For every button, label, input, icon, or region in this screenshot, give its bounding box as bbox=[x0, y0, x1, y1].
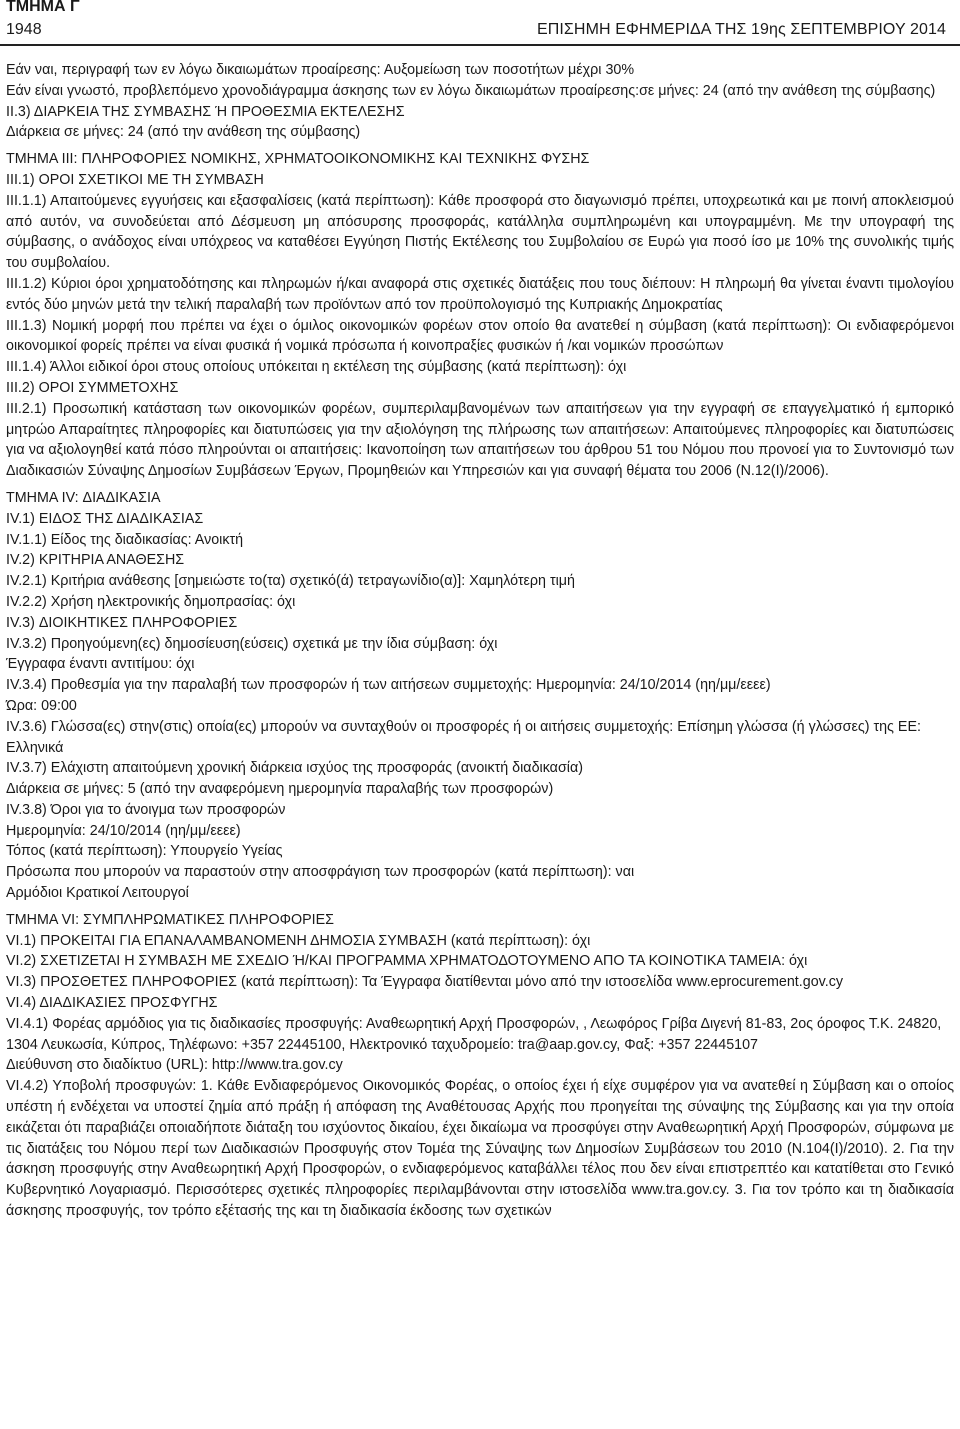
paragraph: ΙV.3.2) Προηγούμενη(ες) δημοσίευση(εύσεις) σχετικά με την ίδια σύμβαση: όχι bbox=[6, 635, 498, 652]
paragraph: Διεύθυνση στο διαδίκτυο (URL): http://www.tra.gov.cy bbox=[6, 1057, 343, 1074]
paragraph: ΙV.1) ΕΙΔΟΣ ΤΗΣ ΔΙΑΔΙΚΑΣΙΑΣ bbox=[6, 510, 204, 527]
paragraph: VΙ.3) ΠΡΟΣΘΕΤΕΣ ΠΛΗΡΟΦΟΡΙΕΣ (κατά περίπτωση): Τα Έγγραφα διατίθενται μόνο από την ιστοσελίδα www.eprocurement.gov.cy bbox=[6, 974, 843, 991]
paragraph: ΙV.3.8) Όροι για το άνοιγμα των προσφορών bbox=[6, 801, 286, 818]
paragraph: ΙV.2.2) Χρήση ηλεκτρονικής δημοπρασίας: όχι bbox=[6, 593, 296, 610]
paragraph: VΙ.2) ΣΧΕΤΙΖΕΤΑΙ Η ΣΥΜΒΑΣΗ ΜΕ ΣΧΕΔΙΟ Ή/ΚΑΙ ΠΡΟΓΡΑΜΜΑ ΧΡΗΜΑΤΟΔΟΤΟΥΜΕΝΟ ΑΠΟ ΤΑ ΚΟΙΝΟΤΙΚΑ ΤΑΜΕΙΑ: όχι bbox=[6, 953, 808, 970]
paragraph: VΙ.4) ΔΙΑΔΙΚΑΣΙΕΣ ΠΡΟΣΦΥΓΗΣ bbox=[6, 995, 218, 1012]
paragraph: ΙΙΙ.1.4) Άλλοι ειδικοί όροι στους οποίους υπόκειται η εκτέλεση της σύμβασης (κατά περίπτωση): όχι bbox=[6, 359, 627, 376]
paragraph: ΙV.2) ΚΡΙΤΗΡΙΑ ΑΝΑΘΕΣΗΣ bbox=[6, 552, 185, 569]
paragraph: VΙ.4.2) Υποβολή προσφυγών: 1. Κάθε Ενδιαφερόμενος Οικονομικός Φορέας, ο οποίος έχει ή είχε συμφέρον για να ανατεθεί η Σύμβαση και ο οποίος υπέστη ή ενδέχεται να υποστεί ζημία από πράξη ή απόφαση της Αναθέτουσας Αρχής που προηγείται της σύναψης της Σύμβασης και για την οποία εικάζεται ότι παραβιάζει οποιαδήποτε διάταξη του ισχύοντος δικαίου, έχει δικαίωμα να προσφύγει στην Αναθεωρητική Αρχή Προσφορών, σύμφωνα με τις διατάξεις του Νόμου περί των Διαδικασιών Προσφυγής στον Τομέα της Σύναψης των Δημοσίων Συμβάσεων του 2010 (Ν.104(Ι)/2010). 2. Για την άσκηση προσφυγής στην Αναθεωρητική Αρχή Προσφορών, ο ενδιαφερόμενος καταβάλλει τέλος που δεν είναι επιστρεπτέο και κατατίθεται στο Γενικό Κυβερνητικό Λογαριασμό. Περισσότερες σχετικές πληροφορίες περιλαμβάνονται στην ιστοσελίδα www.tra.gov.cy. 3. Για τον τρόπο και τη διαδικασία άσκησης προσφυγής, τον τρόπο εξέτασής της και τη διαδικασία έκδοσης των σχετικών bbox=[6, 1078, 954, 1220]
paragraph: ΙΙΙ.1) ΟΡΟΙ ΣΧΕΤΙΚΟΙ ΜΕ ΤΗ ΣΥΜΒΑΣΗ bbox=[6, 171, 264, 188]
paragraph: ΙΙΙ.1.2) Κύριοι όροι χρηματοδότησης και πληρωμών ή/και αναφορά στις σχετικές διατάξεις που τους διέπουν: Η πληρωμή θα γίνεται έναντι τιμολογίου εντός δύο μηνών μετά την τελική παραλαβή των προϊόντων από τον προϋπολογισμό της Κυπριακής Δημοκρατίας bbox=[6, 275, 954, 313]
paragraph: ΤΜΗΜΑ III: ΠΛΗΡΟΦΟΡΙΕΣ ΝΟΜΙΚΗΣ, ΧΡΗΜΑΤΟΟΙΚΟΝΟΜΙΚΗΣ ΚΑΙ ΤΕΧΝΙΚΗΣ ΦΥΣΗΣ bbox=[6, 151, 590, 168]
paragraph: Εάν ναι, περιγραφή των εν λόγω δικαιωμάτων προαίρεσης: Αυξομείωση των ποσοτήτων μέχρι 30% bbox=[6, 62, 635, 78]
paragraph: Διάρκεια σε μήνες: 24 (από την ανάθεση της σύμβασης) bbox=[6, 124, 361, 141]
paragraph: ΙΙΙ.1.1) Απαιτούμενες εγγυήσεις και εξασφαλίσεις (κατά περίπτωση): Κάθε προσφορά στο διαγωνισμό πρέπει, υποχρεωτικά και με ποινή αποκλεισμού από αυτόν, να συνοδεύεται από Δέσμευση μη απόσυρσης προσφοράς, κατάλληλα συμπληρωμένη και υπογραμμένη. Με την υπογραφή της σύμβασης, ο ανάδοχος είναι υπόχρεος να καταθέσει Εγγύηση Πιστής Εκτέλεσης του Συμβολαίου σε Ευρώ για ποσό ίσο με 10% της συνολικής τιμής του συμβολαίου. bbox=[6, 192, 954, 272]
paragraph: VΙ.1) ΠΡΟΚΕΙΤΑΙ ΓΙΑ ΕΠΑΝΑΛΑΜΒΑΝΟΜΕΝΗ ΔΗΜΟΣΙΑ ΣΥΜΒΑΣΗ (κατά περίπτωση): όχι bbox=[6, 932, 591, 949]
paragraph: ΙV.3.6) Γλώσσα(ες) στην(στις) οποία(ες) μπορούν να συνταχθούν οι προσφορές ή οι αιτήσεις συμμετοχής: Επίσημη γλώσσα (ή γλώσσες) της ΕΕ: bbox=[6, 718, 921, 735]
paragraph: Ώρα: 09:00 bbox=[6, 697, 77, 714]
document-body bbox=[6, 60, 954, 1222]
gazette-title: ΕΠΙΣΗΜΗ ΕΦΗΜΕΡΙΔΑ ΤΗΣ 19ης ΣΕΠΤΕΜΒΡΙΟΥ 2014 bbox=[536, 21, 946, 38]
paragraph: ΙV.3) ΔΙΟΙΚΗΤΙΚΕΣ ΠΛΗΡΟΦΟΡΙΕΣ bbox=[6, 614, 238, 631]
page-number: 1948 bbox=[6, 21, 42, 38]
paragraph: ΙV.2.1) Κριτήρια ανάθεσης [σημειώστε το(τα) σχετικό(ά) τετραγωνίδιο(α)]: Χαμηλότερη τιμή bbox=[6, 573, 575, 590]
section-label: ΤΜΗΜΑ Γ bbox=[6, 0, 80, 15]
paragraph: Ελληνικά bbox=[6, 739, 64, 756]
paragraph: ΙV.3.4) Προθεσμία για την παραλαβή των προσφορών ή των αιτήσεων συμμετοχής: Ημερομηνία: 24/10/2014 (ηη/μμ/εεεε) bbox=[6, 677, 771, 694]
paragraph: ΙΙΙ.1.3) Νομική μορφή που πρέπει να έχει ο όμιλος οικονομικών φορέων στον οποίο θα ανατεθεί η σύμβαση (κατά περίπτωση): Οι ενδιαφερόμενοι οικονομικοί φορείς πρέπει να είναι φυσικά ή νομικά πρόσωπα ή κοινοπραξίες φυσικών ή /και νομικών προσώπων bbox=[6, 317, 954, 355]
paragraph: Ημερομηνία: 24/10/2014 (ηη/μμ/εεεε) bbox=[6, 822, 241, 839]
paragraph: ΙV.3.7) Ελάχιστη απαιτούμενη χρονική διάρκεια ισχύος της προσφοράς (ανοικτή διαδικασία) bbox=[6, 760, 583, 777]
paragraph: ΙΙ.3) ΔΙΑΡΚΕΙΑ ΤΗΣ ΣΥΜΒΑΣΗΣ Ή ΠΡΟΘΕΣΜΙΑ ΕΚΤΕΛΕΣΗΣ bbox=[6, 103, 405, 120]
paragraph: Εάν είναι γνωστό, προβλεπόμενο χρονοδιάγραμμα άσκησης των εν λόγω δικαιωμάτων προαίρεσης:σε μήνες: 24 (από την ανάθεση της σύμβασης) bbox=[6, 82, 936, 99]
paragraph: ΤΜΗΜΑ VΙ: ΣΥΜΠΛΗΡΩΜΑΤΙΚΕΣ ΠΛΗΡΟΦΟΡΙΕΣ bbox=[6, 911, 334, 928]
paragraph: ΤΜΗΜΑ IV: ΔΙΑΔΙΚΑΣΙΑ bbox=[6, 489, 161, 506]
paragraph: Έγγραφα έναντι αντιτίμου: όχι bbox=[6, 656, 195, 673]
header-divider bbox=[0, 44, 960, 46]
paragraph: ΙV.1.1) Είδος της διαδικασίας: Ανοικτή bbox=[6, 531, 244, 548]
paragraph: Διάρκεια σε μήνες: 5 (από την αναφερόμενη ημερομηνία παραλαβής των προσφορών) bbox=[6, 781, 554, 798]
paragraph: ΙΙΙ.2) ΟΡΟΙ ΣΥΜΜΕΤΟΧΗΣ bbox=[6, 379, 179, 396]
paragraph: ΙΙΙ.2.1) Προσωπική κατάσταση των οικονομικών φορέων, συμπεριλαμβανομένων των απαιτήσεων για την εγγραφή σε επαγγελματικό ή εμπορικό μητρώο Απαραίτητες πληροφορίες και διατυπώσεις για την αξιολόγηση της πλήρωσης των απαιτήσεων: Απαιτούμενες πληροφορίες και διατυπώσεις για να αξιολογηθεί κατά πόσο πληρούνται οι απαιτήσεις: Ικανοποίηση των απαιτήσεων του άρθρου 51 του Νόμου που προνοεί για το Συντονισμό των Διαδικασιών Σύναψης Δημοσίων Συμβάσεων Έργων, Προμηθειών και Υπηρεσιών και για συναφή θέματα του 2006 (Ν.12(Ι)/2006). bbox=[6, 400, 954, 480]
paragraph: Τόπος (κατά περίπτωση): Υπουργείο Υγείας bbox=[6, 843, 283, 860]
paragraph: VΙ.4.1) Φορέας αρμόδιος για τις διαδικασίες προσφυγής: Αναθεωρητική Αρχή Προσφορών, , Λεωφόρος Γρίβα Διγενή 81-83, 2ος όροφος Τ.Κ. 24820, 1304 Λευκωσία, Κύπρος, Τηλέφωνο: +357 22445100, Ηλεκτρονικό ταχυδρομείο: tra@aap.gov.cy, Φαξ: +357 22445107 bbox=[6, 1015, 942, 1053]
paragraph: Πρόσωπα που μπορούν να παραστούν στην αποσφράγιση των προσφορών (κατά περίπτωση): ναι bbox=[6, 864, 635, 881]
paragraph: Αρμόδιοι Κρατικοί Λειτουργοί bbox=[6, 885, 189, 902]
